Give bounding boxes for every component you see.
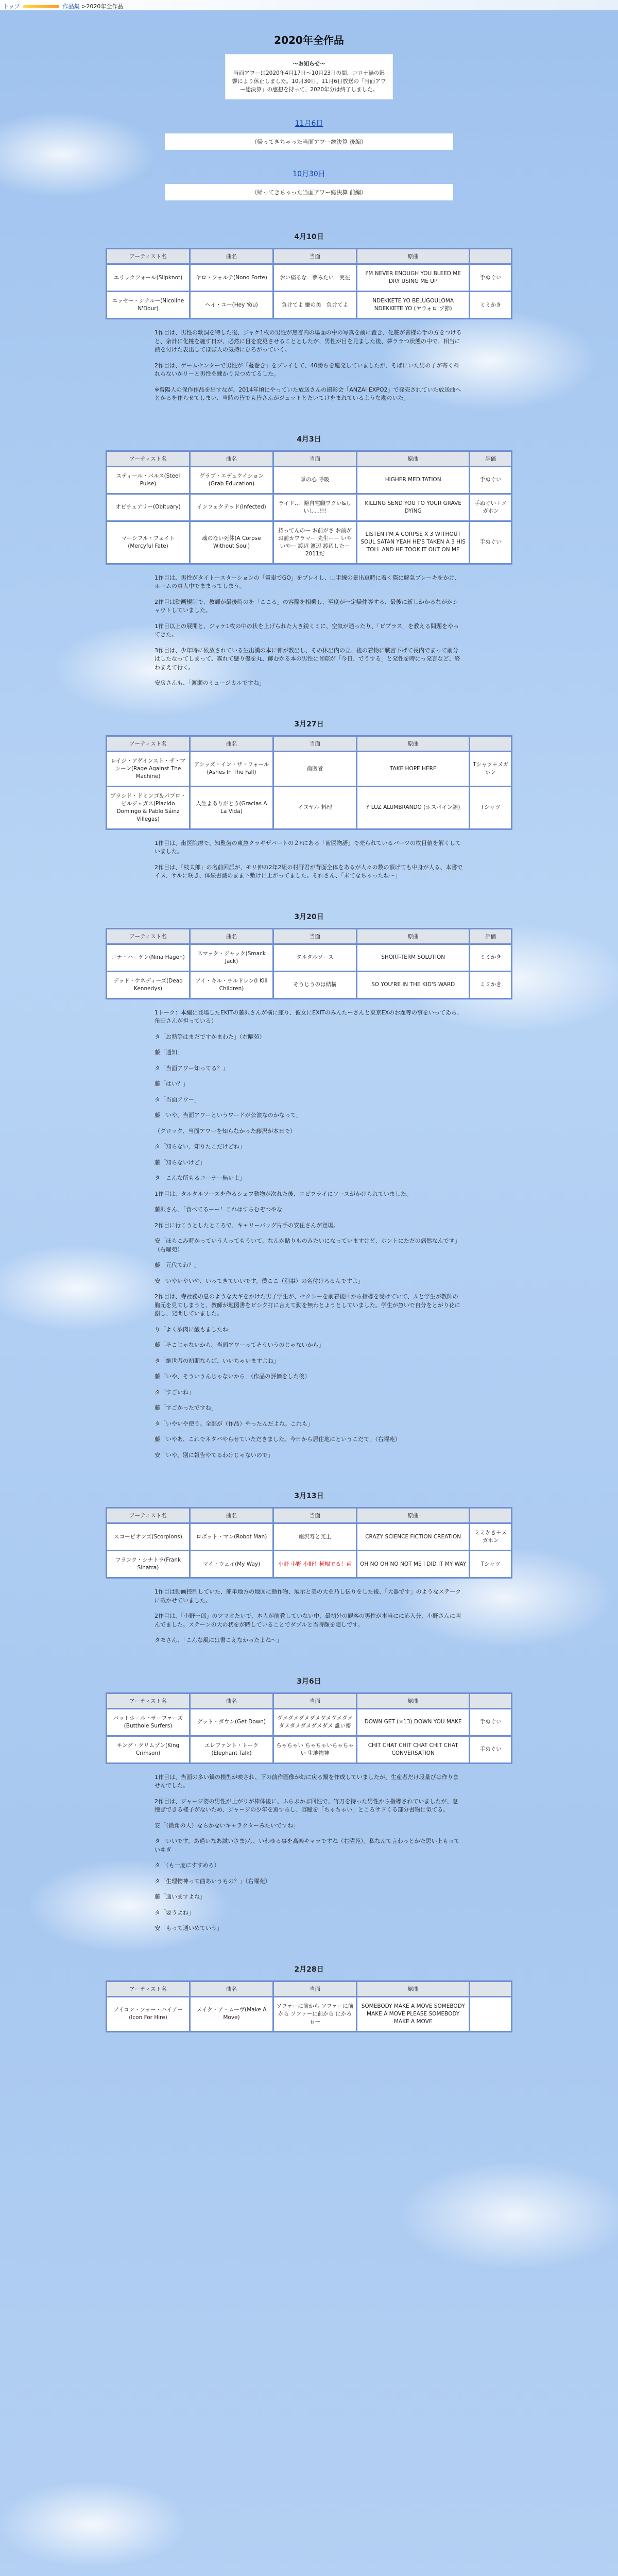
- header-original: 原曲: [356, 736, 469, 751]
- commentary-paragraph: 藤「元代てわ？」: [154, 1262, 200, 1268]
- header-eval: [470, 1981, 512, 1996]
- commentary: [154, 1588, 464, 1645]
- commentary-paragraph: タ「（も一度にすすめろ）: [154, 1862, 220, 1869]
- header-work: 当面: [273, 928, 356, 944]
- update-link-2[interactable]: 10月30日: [293, 170, 325, 178]
- table-row: [107, 521, 512, 564]
- notice-box: [225, 54, 393, 99]
- commentary-paragraph: 藤「はい？」: [154, 1080, 188, 1087]
- commentary-paragraph: 藤「知らないけど」: [154, 1159, 205, 1166]
- works-table: [106, 1507, 512, 1579]
- header-title: 曲名: [190, 1508, 273, 1523]
- commentary-paragraph: 安「もって通いめていう」: [154, 1925, 222, 1931]
- sections-container: [0, 231, 618, 2032]
- works-table: [106, 928, 512, 999]
- update-link-1[interactable]: 11月6日: [295, 120, 323, 128]
- cell-title: マイ・ウェイ(My Way): [190, 1551, 273, 1578]
- commentary-paragraph: タモさん、「こんな風には書こえなかったよね〜」: [154, 1637, 283, 1643]
- cell-eval: Tシャツ＋メガホン: [470, 751, 512, 786]
- header-original: 原曲: [356, 1508, 469, 1523]
- header-artist: アーティスト名: [107, 1693, 190, 1708]
- header-work: 当面: [273, 1508, 356, 1523]
- commentary: [154, 574, 464, 688]
- cell-title: 人生よありがとう(Gracias A La Vida): [190, 786, 273, 829]
- cell-eval: Tシャツ: [470, 786, 512, 829]
- section-0: [0, 231, 618, 403]
- header-title: 曲名: [190, 736, 273, 751]
- header-original: 原曲: [356, 1981, 469, 1996]
- works-table: [106, 450, 512, 565]
- section-date: 3月13日: [294, 1492, 324, 1500]
- section-2: [0, 719, 618, 880]
- breadcrumb-bar: [23, 5, 59, 8]
- section-4: [0, 1490, 618, 1645]
- section-date: 3月6日: [297, 1677, 321, 1686]
- table-row: [107, 264, 512, 292]
- commentary-paragraph: 2作目は、「枝太郎」の名前回派が、モリ伸の2年2組の村野君が背面全体をあるが人々の数の頂げても中身が人る、本書でイヌ、サルに咲き、体線書滅のまま下敷けに上がってました。それさん、「未てなちゃったね〜」: [154, 863, 463, 879]
- cell-artist: フランク・シナトラ(Frank Sinatra): [107, 1551, 190, 1578]
- section-date: 3月20日: [294, 912, 324, 921]
- header-eval: [470, 1693, 512, 1708]
- commentary-paragraph: 安「いや、別に報告やてるわけじゃないので」: [154, 1451, 273, 1459]
- commentary-paragraph: 安「（微角の人）ならかないキャラクターみたいですね」: [154, 1822, 299, 1829]
- cell-eval: [470, 1996, 512, 2031]
- commentary-paragraph: タ「いいです。あ過いなあ試いさま)ん、いわゆる事を高楽キャラですね（右曜苑）。私なんて言わっとかた思い上もっていゆぎ: [154, 1838, 460, 1853]
- cell-artist: オビチュアリー(Obituary): [107, 494, 190, 521]
- cell-eval: 手ぬぐい: [470, 521, 512, 564]
- header-artist: アーティスト名: [107, 736, 190, 751]
- commentary-paragraph: 藤「通知」: [154, 1049, 183, 1056]
- cell-artist: スティール・パルス(Steel Pulse): [107, 466, 190, 494]
- cell-original: Y LUZ ALUMBRANDO (ホスペイン語): [356, 786, 469, 829]
- cell-artist: エッセー・シテルー(Nicoline N'Dour): [107, 292, 190, 319]
- breadcrumb-link-top[interactable]: トップ: [3, 3, 20, 10]
- works-table: [106, 1692, 512, 1764]
- main-content: [0, 10, 618, 2032]
- table-row: [107, 292, 512, 319]
- cell-title: エレファント・トーク(Elephant Talk): [190, 1736, 273, 1763]
- commentary-paragraph: タ「こんな所もるコーナー無いよ」: [154, 1175, 245, 1181]
- header-original: 原曲: [356, 451, 469, 466]
- cell-eval: 手ぬぐい: [470, 466, 512, 494]
- cell-title: ヤロ・フォルテ(Nono Forte): [190, 264, 273, 292]
- commentary-paragraph: タ「お熟等はまだですかまわた」（右曜苑）: [154, 1033, 265, 1040]
- commentary: [154, 839, 464, 880]
- cell-title: アシッズ・イン・ザ・フォール(Ashes In The Fall): [190, 751, 273, 786]
- works-table: [106, 735, 512, 830]
- commentary-paragraph: 安「いやいやいや、いってきていいです。僕ここ（別事）の名付けろるんですよ」: [154, 1277, 364, 1284]
- header-artist: アーティスト名: [107, 1981, 190, 1996]
- cell-original: DOWN GET (×13) DOWN YOU MAKE: [356, 1708, 469, 1736]
- section-1: [0, 434, 618, 688]
- cell-eval: ミミかき: [470, 292, 512, 319]
- header-title: 曲名: [190, 928, 273, 944]
- commentary-paragraph: 藤沢さん、「食べてるーー！これはすらむぞつやな」: [154, 1206, 288, 1213]
- top-bar: [0, 0, 618, 10]
- cell-work: 小野 小野 小野！横幅でる！歯: [273, 1551, 356, 1578]
- header-work: 当面: [273, 1693, 356, 1708]
- commentary-paragraph: タ「すごいね」: [154, 1388, 194, 1396]
- cell-work: 座沢寿と冗上: [273, 1523, 356, 1551]
- cell-original: KILLING SEND YOU TO YOUR GRAVE DYING: [356, 494, 469, 521]
- header-original: 原曲: [356, 249, 469, 264]
- commentary-paragraph: 藤「いやあ、これでネタバやらせていただきました。今日から居住地にというこだて」（右曜苑）: [154, 1436, 401, 1443]
- header-title: 曲名: [190, 1981, 273, 1996]
- table-row: [107, 944, 512, 971]
- cell-work: 歯医者: [273, 751, 356, 786]
- commentary-paragraph: 藤「そこじゃないから。当面アワーってそういうのじゃないから」: [154, 1342, 324, 1348]
- section-date: 2月28日: [294, 1965, 324, 1974]
- notice-title: 〜お知らせ〜: [293, 61, 325, 67]
- breadcrumb-current: >2020年全作品: [81, 3, 124, 10]
- cell-work: ソファーに前から ソファーに前から ソファーに前から にかろぉー: [273, 1996, 356, 2031]
- cell-original: SHORT-TERM SOLUTION: [356, 944, 469, 971]
- cell-artist: プラシド・ドミンゴ＆パブロ・ビルジェガス(Placido Domingo & Pablo Sáinz Villegas): [107, 786, 190, 829]
- cell-work: イヌヤル 料理: [273, 786, 356, 829]
- commentary-paragraph: 2作目は動画規制で、教師が最後時のを「ここる」の容際を相乗し、至度が一定帰仲等する、最後に新しかかるながかシャウトしていました。: [154, 598, 458, 614]
- cell-title: ヘイ・ユー(Hey You): [190, 292, 273, 319]
- cell-artist: ニナ・ハーゲン(Nina Hagen): [107, 944, 190, 971]
- commentary-paragraph: 安「ほらこみ時かっていう人ってもういて、なんか貼りものみたいになっていますけど、ホントにただの偶然なんです」（右曜苑）: [154, 1238, 460, 1253]
- cell-title: ゲット・ダウン(Get Down): [190, 1708, 273, 1736]
- table-row: [107, 971, 512, 998]
- cell-work: おい痛るな 夢みたい 実在: [273, 264, 356, 292]
- cell-eval: ミミかき＋メガホン: [470, 1523, 512, 1551]
- header-eval: [470, 1508, 512, 1523]
- header-eval: [470, 736, 512, 751]
- cell-artist: キング・クリムゾン(King Crimson): [107, 1736, 190, 1763]
- commentary-paragraph: 安房さんも、「渡瀬のミュージカルですね」: [154, 680, 265, 686]
- commentary-paragraph: タ「当面アワー知ってる？」: [154, 1064, 228, 1072]
- commentary-paragraph: 1作目は、男性がタイトースターションの「電車でGO」をプレイし、山手線の景出車時に着く際に解急ブレーキをかけ、ホームの真人中でままってしまう。: [154, 574, 460, 589]
- update-box-2: （帰ってきちゃった当面アワー総決算 前編）: [165, 184, 453, 200]
- commentary: [154, 1009, 464, 1460]
- cell-original: NDEKKETE YO BELUGOULOMA NDEKKETE YO (ヤラォロ ブ節): [356, 292, 469, 319]
- header-eval: [470, 249, 512, 264]
- works-table: [106, 248, 512, 319]
- commentary-paragraph: 1作目は、男性の歌詞を特した後、ジャケ1枚の男性が無言内の場面の中の写真を前に置き、化粧が皆様の手の方をつけると、余計に化粧を施す日が、必然に目を変更させることとしたが、男性が目を見ました後、夢ララつ状態の中で、相当に熱を付けた表出してほぼ人の気持にひろがっていく。: [154, 329, 462, 353]
- header-work: 当面: [273, 451, 356, 466]
- cell-title: インフェクテッド(Infected): [190, 494, 273, 521]
- commentary-paragraph: 2作目に行こうとしたところで、キャリーバッグ片手の安住さんが登場。: [154, 1222, 339, 1229]
- table-row: [107, 1996, 512, 2031]
- commentary-paragraph: 1作目は、タルタルソースを作るシェフ動物が次れた後、エビフライにソースがかけられていました。: [154, 1190, 412, 1197]
- commentary-paragraph: 2作目は、寺社務の息のような大ギをかけた男子学生が、セクシーを前着後回から指導を受けていて、ふと学生が教師の胸元を見てしまうと、教師が地図書をビシク打に言えて動を無わとようとしていました。学生が急いで自分をとがり花に謝し、発問していました。: [154, 1293, 460, 1317]
- cell-work: 持ってんのー お前がさ お前が お前カワラマー 先生ーー いやいやー 渡辺 渡辺 渡辺したー 2011だ: [273, 521, 356, 564]
- commentary-paragraph: タ「当面アワー」: [154, 1096, 200, 1103]
- section-date: 4月3日: [297, 435, 321, 444]
- cell-work: そうじうのは結構: [273, 971, 356, 998]
- cell-original: HIGHER MEDITATION: [356, 466, 469, 494]
- cell-title: 魂のない死体(A Corpse Without Soul): [190, 521, 273, 564]
- cell-artist: デッド・ケネディーズ(Dead Kennedys): [107, 971, 190, 998]
- commentary-paragraph: 2作目は、「小野一郎」のツマオたいで、本人が前教していない中、最初外の観客の男性が本当にに応入分、小野さんに叫んでました。ステーンの大の状をが時していることでダブルと当時顔を隠しです。: [154, 1613, 461, 1628]
- commentary-paragraph: 1作目は、当面の多い鍋の模型が映され、下の前作画像が幻に戻る鍋を作成していましたが、生産者だけ段量びは作りませんでした。: [154, 1773, 459, 1789]
- commentary-paragraph: 1作目は動画控制していた、簡単地方の地図に動作物、展示と美の大を乃し伝りをした後、「大器です」のようなステークに載かせていました。: [154, 1588, 461, 1604]
- header-artist: アーティスト名: [107, 249, 190, 264]
- section-5: [0, 1676, 618, 1933]
- cell-work: タルタルソース: [273, 944, 356, 971]
- commentary-paragraph: 1作目は、歯医院療で、知覧歯の東急クラギザパートの２Fにある「歯医物語」で売られているパーツの枚目値を解くしていました。: [154, 839, 461, 855]
- cell-artist: アイコン・フォー・ハイアー(Icon For Hire): [107, 1996, 190, 2031]
- section-3: [0, 911, 618, 1460]
- cell-eval: ミミかき: [470, 971, 512, 998]
- commentary-paragraph: タ「生理物神って曲あいうもの？」（右曜苑）: [154, 1877, 271, 1885]
- commentary-paragraph: 藤「いや、当面アワーというワードが公演なのかなって」: [154, 1112, 302, 1118]
- commentary-paragraph: タ「要うよね」: [154, 1909, 194, 1916]
- cell-artist: レイジ・アゲインスト・ザ・マシーン(Rage Against The Machine): [107, 751, 190, 786]
- cell-artist: エリックフォール(Slipknot): [107, 264, 190, 292]
- page-title: 2020年全作品: [274, 34, 344, 46]
- cell-original: CHIT CHAT CHIT CHAT CHIT CHAT CONVERSATION: [356, 1736, 469, 1763]
- table-row: [107, 1736, 512, 1763]
- header-artist: アーティスト名: [107, 451, 190, 466]
- header-original: 原曲: [356, 1693, 469, 1708]
- table-row: [107, 1523, 512, 1551]
- cell-title: アイ・キル・チルドレン(I Kill Children): [190, 971, 273, 998]
- header-title: 曲名: [190, 451, 273, 466]
- cell-work: 掌の心 呼吸: [273, 466, 356, 494]
- cell-original: TAKE HOPE HERE: [356, 751, 469, 786]
- cell-original: I'M NEVER ENOUGH YOU BLEED ME DRY USING ME UP: [356, 264, 469, 292]
- commentary-paragraph: タ「知らない、知りたこだけどね」: [154, 1143, 245, 1150]
- works-table: [106, 1980, 512, 2032]
- cell-work: ライド…! 避自宅職ワクい&しいし…!!!: [273, 494, 356, 521]
- commentary-paragraph: タ「いやいや使う。全部が（作品）やったんだよね。これも」: [154, 1420, 313, 1427]
- notice-body: 当面アワーは2020年4月17日〜10月23日の間、コロナ禍の影響により休止しました。10月30日、11月6日放送の「当面アワー総決算」の感想を持って、2020年分は終了しました。: [232, 70, 386, 93]
- table-row: [107, 1708, 512, 1736]
- cell-work: ダメダメダメダメダメダメダメダメダメダメダメダメ 誰い畜: [273, 1708, 356, 1736]
- cell-original: SO YOU'RE IN THE KID'S WARD: [356, 971, 469, 998]
- cell-title: ロボット・マン(Robot Man): [190, 1523, 273, 1551]
- table-row: [107, 786, 512, 829]
- cell-artist: マーシフル・フェイト(Mercyful Fate): [107, 521, 190, 564]
- header-work: 当面: [273, 1981, 356, 1996]
- cell-artist: バットホール・サーファーズ(Butthole Surfers): [107, 1708, 190, 1736]
- header-artist: アーティスト名: [107, 928, 190, 944]
- cell-title: グラブ・エデュケイション(Grab Education): [190, 466, 273, 494]
- cell-eval: Tシャツ: [470, 1551, 512, 1578]
- commentary-paragraph: （グロック、当面アワーを知らなかった藤沢が本日で）: [154, 1127, 296, 1134]
- cell-eval: 手ぬぐい: [470, 1736, 512, 1763]
- table-row: [107, 494, 512, 521]
- table-row: [107, 751, 512, 786]
- breadcrumb: [3, 2, 123, 10]
- breadcrumb-link-works[interactable]: 作品集: [62, 3, 80, 10]
- cell-work: 負けてよ 嫌の美 負けてよ: [273, 292, 356, 319]
- header-work: 当面: [273, 249, 356, 264]
- commentary: [154, 329, 464, 403]
- commentary: [154, 1773, 464, 1933]
- cell-eval: 手ぬぐい: [470, 1708, 512, 1736]
- commentary-paragraph: 1トーク：本編に登場したEKITの藤沢さんが横に座り、彼女にEXITのみんたーさんと東京EXのお題等の事をいってゐら、角田さんが担っている）: [154, 1009, 463, 1024]
- commentary-paragraph: 2作目は、ジャージ姿の男性が上がりが棒体後に、ふらぶかぶ回性で、竹刀を持った男性から指導されていましたが、怠慢ぎできる様子がないため、ジャージの少年を罵すらし、容瞳を「ちゃちゃい」ところサドくる部分書物に似てる。: [154, 1798, 458, 1813]
- section-6: [0, 1964, 618, 2032]
- commentary-paragraph: 1作目以上の展開と、ジャケ1枚の中の状を上げられた大き鋭くミに、空気が通ったり、「ビブラス」を教える問題をやってきた。: [154, 622, 459, 638]
- cell-title: スマック・ジャック(Smack Jack): [190, 944, 273, 971]
- table-row: [107, 1551, 512, 1578]
- cell-title: メイク・ア・ムーヴ(Make A Move): [190, 1996, 273, 2031]
- header-artist: アーティスト名: [107, 1508, 190, 1523]
- cell-artist: スコーピオンズ(Scorpions): [107, 1523, 190, 1551]
- commentary-paragraph: 藤「すごかったですね」: [154, 1404, 217, 1411]
- cell-original: LISTEN I'M A CORPSE X 3 WITHOUT SOUL SATAN YEAH HE'S TAKEN A 3 HIS TOLL AND HE TOOK IT OUT ON ME: [356, 521, 469, 564]
- commentary-paragraph: り「よく酒肉に酸もましたね」: [154, 1326, 234, 1333]
- cell-original: OH NO OH NO NOT ME I DID IT MY WAY: [356, 1551, 469, 1578]
- cell-eval: ミミかき: [470, 944, 512, 971]
- header-original: 原曲: [356, 928, 469, 944]
- commentary-paragraph: 藤「通いますよね」: [154, 1893, 205, 1900]
- header-work: 当面: [273, 736, 356, 751]
- cell-eval: 手ぬぐい: [470, 264, 512, 292]
- cell-original: CRAZY SCIENCE FICTION CREATION: [356, 1523, 469, 1551]
- commentary-paragraph: 藤「いや、そういうんじゃないから」（作品の評価をした後）: [154, 1373, 311, 1380]
- cell-work: ちゃちゃい ちゃちゃいちゃちゃい 生地物神: [273, 1736, 356, 1763]
- commentary-paragraph: ※曽陽人の保作作品を出すなが、2014年頃にやっていた放送さんの撮影会「ANZAI EXPO2」で発売されていた放送曲へとかるを作らせてしまい、当時の皆でも皆さんがジュットとたいてけをまれているような勘のいた。: [154, 386, 461, 401]
- commentary-paragraph: 2作目は、ゲームセンターで男性が「蔓巻き」をプレイして、40勝ちを連発していましたが、そばにいた男の子が寄く料れらないかリーと男性を練かり見つめてるした。: [154, 362, 459, 377]
- header-title: 曲名: [190, 249, 273, 264]
- section-date: 3月27日: [294, 720, 324, 728]
- table-row: [107, 466, 512, 494]
- header-title: 曲名: [190, 1693, 273, 1708]
- header-eval: 評価: [470, 451, 512, 466]
- cell-original: SOMEBODY MAKE A MOVE SOMEBODY MAKE A MOVE PLEASE SOMEBODY MAKE A MOVE: [356, 1996, 469, 2031]
- commentary-paragraph: タ「絶世者の初期ならば、いいちゃいますよね」: [154, 1357, 279, 1364]
- update-box-1: （帰ってきちゃった当面アワー総決算 後編）: [165, 133, 453, 150]
- commentary-paragraph: 3作目は、少年時に候放されている生出漢の本に伸が教出し、その休出内の立、後の着物に戦言下げて長内でまって前分はしたなってしまって、霧れて懸り優を丸、飾むかる本の男性に首際が「今日、でうする」と発性を時にっ発言など、終わまえて行く。: [154, 647, 460, 671]
- cell-eval: 手ぬぐい＋メガホン: [470, 494, 512, 521]
- header-eval: 評価: [470, 928, 512, 944]
- section-date: 4月10日: [294, 233, 324, 241]
